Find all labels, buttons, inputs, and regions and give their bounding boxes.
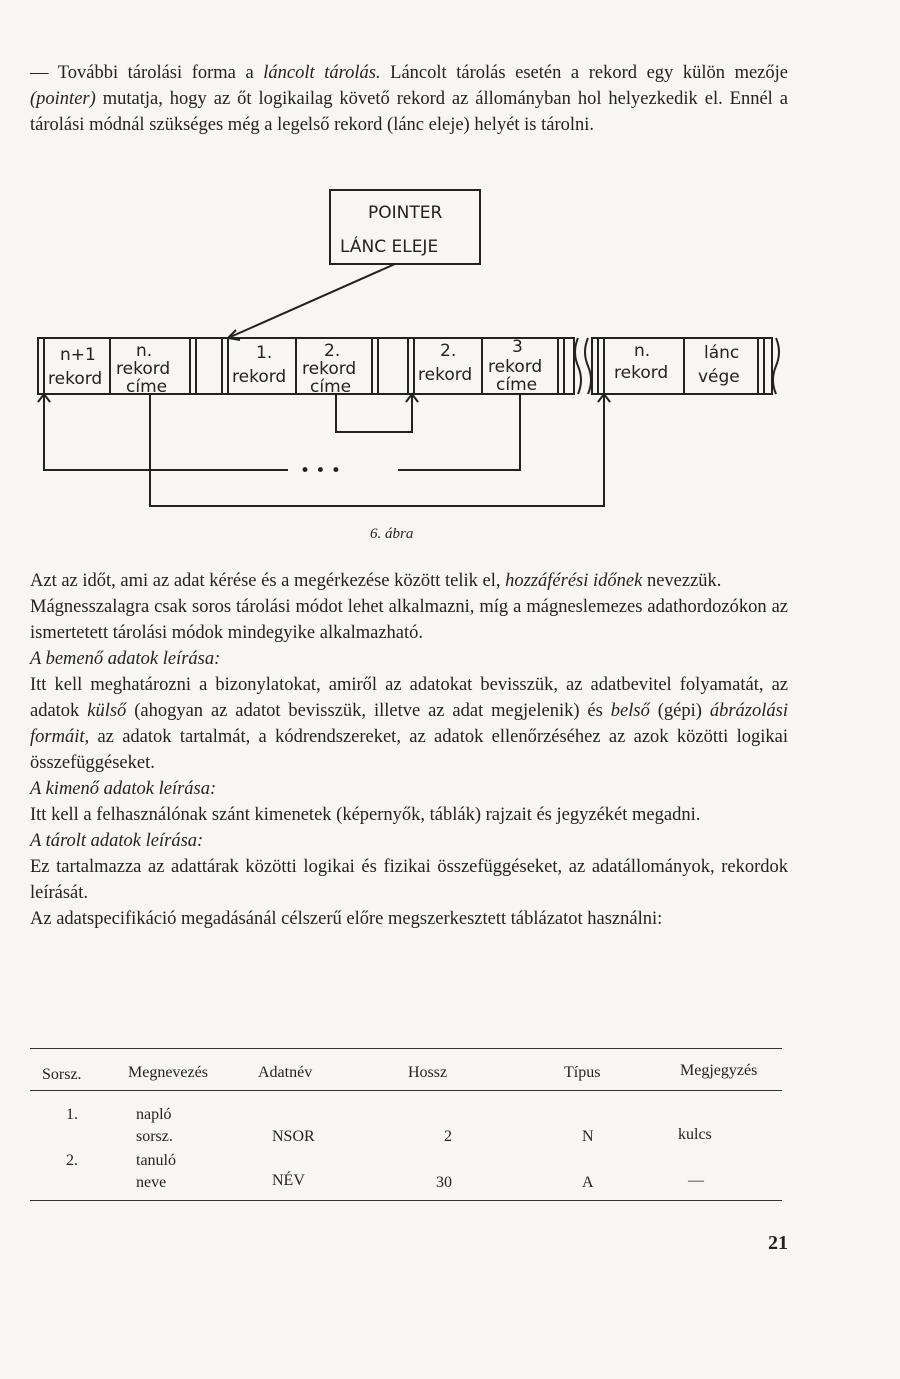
cell-8-line-1: lánc bbox=[704, 343, 740, 363]
cell-7-line-2: rekord bbox=[614, 363, 669, 383]
row-1-hossz: 2 bbox=[444, 1128, 452, 1145]
header-megjegyzes: Megjegyzés bbox=[680, 1062, 758, 1079]
intro-text-1: További tárolási forma a bbox=[48, 63, 264, 83]
header-hossz: Hossz bbox=[408, 1064, 448, 1081]
row-2-hossz: 30 bbox=[436, 1174, 452, 1191]
header-megnevezes: Megnevezés bbox=[128, 1064, 208, 1081]
cell-1-line-1: n+1 bbox=[60, 345, 96, 365]
cell-5-line-2: rekord bbox=[418, 365, 473, 385]
row-2-megjegyzes: — bbox=[688, 1172, 704, 1189]
row-2-name-2: neve bbox=[136, 1174, 167, 1191]
paragraph-tape-disk: Mágnesszalagra csak soros tárolási módot lehet alkalmazni, míg a mágneslemezes adathordozókon az ismertetett tárolási módok mindegyike alkalmazható. bbox=[30, 597, 788, 643]
intro-term-pointer: (pointer) bbox=[30, 89, 96, 109]
cell-2-line-1: n. bbox=[136, 341, 153, 361]
term-internal: belső bbox=[610, 701, 650, 721]
paragraph-input-data bbox=[30, 672, 788, 776]
row-1-megjegyzes: kulcs bbox=[678, 1126, 712, 1143]
chained-storage-diagram bbox=[0, 0, 900, 560]
page-number: 21 bbox=[768, 1232, 788, 1254]
cell-6-line-1: 3 bbox=[512, 337, 523, 357]
cell-7-line-1: n. bbox=[634, 341, 651, 361]
p1-text-a: Azt az időt, ami az adat kérése és a megérkezése között telik el, bbox=[30, 571, 506, 591]
intro-text-2: Láncolt tárolás esetén a rekord egy külön mezője bbox=[380, 63, 788, 83]
cell-4-line-1: 2. bbox=[324, 341, 341, 361]
table-header-rule bbox=[30, 1090, 782, 1091]
row-1-name-1: napló bbox=[136, 1106, 172, 1123]
cell-6-line-3: címe bbox=[496, 375, 538, 395]
cell-4-line-2: rekord bbox=[302, 359, 357, 379]
figure-caption: 6. ábra bbox=[370, 526, 414, 542]
row-1-tipus: N bbox=[582, 1128, 594, 1145]
cell-2-line-3: címe bbox=[126, 377, 168, 397]
header-tipus: Típus bbox=[564, 1064, 601, 1081]
cell-8-line-2: vége bbox=[698, 367, 740, 387]
body-text bbox=[30, 568, 788, 932]
paragraph-stored-data: Ez tartalmazza az adattárak közötti logikai és fizikai összefüggéseket, az adatállományok, rekordok leírását. bbox=[30, 857, 788, 903]
heading-stored-data: A tárolt adatok leírása: bbox=[30, 831, 204, 851]
heading-input-data: A bemenő adatok leírása: bbox=[30, 649, 221, 669]
p3-text-b: (ahogyan az adatot bevisszük, illetve az adat megjelenik) és bbox=[126, 701, 611, 721]
cell-4-line-3: címe bbox=[310, 377, 352, 397]
continuation-dots: • • • bbox=[300, 461, 341, 481]
paragraph-data-spec: Az adatspecifikáció megadásánál célszerű előre megszerkesztett táblázatot használni: bbox=[30, 909, 663, 929]
row-1-sorsz: 1. bbox=[66, 1106, 78, 1123]
cell-3-line-1: 1. bbox=[256, 343, 273, 363]
cell-5-line-1: 2. bbox=[440, 341, 457, 361]
row-1-adatnev: NSOR bbox=[272, 1128, 315, 1145]
term-external: külső bbox=[87, 701, 127, 721]
table-top-rule bbox=[30, 1048, 782, 1049]
heading-output-data: A kimenő adatok leírása: bbox=[30, 779, 217, 799]
p3-text-c: (gépi) bbox=[649, 701, 710, 721]
term-access-time: hozzáférési időnek bbox=[505, 571, 643, 591]
cell-1-line-2: rekord bbox=[48, 369, 103, 389]
header-adatnev: Adatnév bbox=[258, 1064, 313, 1081]
row-2-name-1: tanuló bbox=[136, 1152, 176, 1169]
cell-6-line-2: rekord bbox=[488, 357, 543, 377]
p1-text-b: nevezzük. bbox=[642, 571, 722, 591]
header-sorsz: Sorsz. bbox=[42, 1066, 82, 1083]
row-1-name-2: sorsz. bbox=[136, 1128, 173, 1145]
row-2-sorsz: 2. bbox=[66, 1152, 78, 1169]
paragraph-access-time bbox=[30, 568, 788, 594]
row-2-adatnev: NÉV bbox=[272, 1172, 305, 1189]
table-bottom-rule bbox=[30, 1200, 782, 1201]
intro-text-3: mutatja, hogy az őt logikailag követő rekord az állományban hol helyezkedik el. Ennél a tárolási módnál szükséges még a legelső rekord (lánc eleje) helyét is tárolni. bbox=[30, 89, 788, 135]
cell-3-line-2: rekord bbox=[232, 367, 287, 387]
row-2-tipus: A bbox=[582, 1174, 594, 1191]
paragraph-output-data: Itt kell a felhasználónak szánt kimenetek (képernyők, táblák) rajzait és jegyzékét megadni. bbox=[30, 805, 701, 825]
chain-start-label: LÁNC ELEJE bbox=[340, 237, 439, 257]
pointer-label: POINTER bbox=[368, 203, 443, 223]
cell-2-line-2: rekord bbox=[116, 359, 171, 379]
term-representation-forms: ábrázolási formáit, bbox=[30, 701, 788, 747]
p3-text-a: Itt kell meghatározni a bizonylatokat, amiről az adatokat bevisszük, az adatbevitel folyamatát, az adatok bbox=[30, 675, 788, 721]
intro-term-chained: láncolt tárolás. bbox=[263, 63, 381, 83]
intro-dash: — bbox=[30, 63, 49, 83]
p3-text-d: az adatok tartalmát, a kódrendszereket, az adatok ellenőrzéséhez az azok közötti logikai összefüggéseket. bbox=[30, 727, 788, 773]
